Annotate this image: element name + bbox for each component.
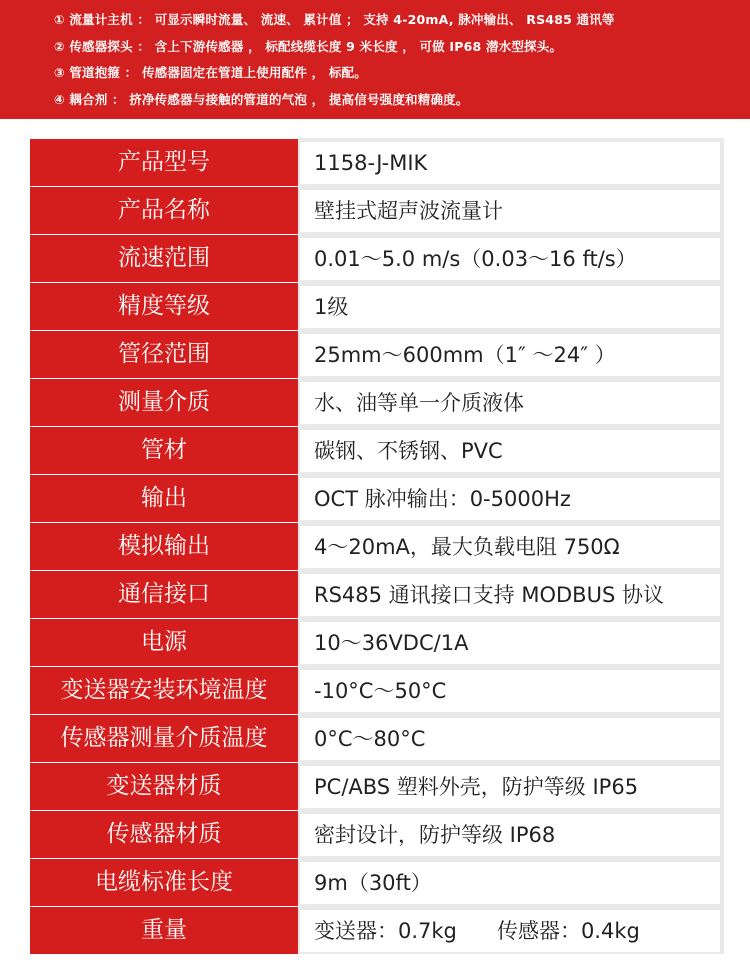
spec-label: 产品型号 [30,138,298,186]
spec-label: 变送器材质 [30,762,298,810]
spec-row [30,906,724,954]
spec-value: 密封设计，防护等级 IP68 [300,814,720,856]
spec-value: 0.01～5.0 m/s（0.03～16 ft/s） [300,238,720,280]
spec-value: 10～36VDC/1A [300,622,720,664]
banner-line-couplant: ④ 耦合剂 ： 挤净传感器与接触的管道的气泡 ， 提高信号强度和精确度。 [54,92,469,107]
spec-label: 重量 [30,906,298,954]
spec-label: 通信接口 [30,570,298,618]
spec-value: 变送器：0.7kg 传感器：0.4kg [300,910,720,952]
spec-value: 0°C～80°C [300,718,720,760]
spec-row [30,474,724,522]
spec-label: 精度等级 [30,282,298,330]
spec-value: 水、油等单一介质液体 [300,382,720,424]
spec-value: PC/ABS 塑料外壳，防护等级 IP65 [300,766,720,808]
spec-label: 传感器材质 [30,810,298,858]
spec-value: 碳钢、不锈钢、PVC [300,430,720,472]
banner-line-sensor: ② 传感器探头 ： 含上下游传感器 ， 标配线缆长度 9 米长度 ， 可做 IP68 潜水型探头。 [54,39,563,54]
spec-label: 电缆标准长度 [30,858,298,906]
spec-value: 25mm～600mm（1″ ～24″ ） [300,334,720,376]
spec-label: 输出 [30,474,298,522]
spec-value: RS485 通讯接口支持 MODBUS 协议 [300,574,720,616]
spec-label: 管径范围 [30,330,298,378]
spec-label: 电源 [30,618,298,666]
spec-row [30,570,724,618]
spec-value: OCT 脉冲输出：0-5000Hz [300,478,720,520]
spec-table [30,138,724,954]
spec-row [30,138,724,186]
spec-value: 9m（30ft） [300,862,720,904]
spec-row [30,522,724,570]
feature-banner [0,0,750,119]
spec-label: 流速范围 [30,234,298,282]
banner-line-host: ① 流量计主机 ： 可显示瞬时流量、 流速、 累计值 ； 支持 4-20mA, 脉冲输出、 RS485 通讯等 [54,12,615,27]
spec-row [30,234,724,282]
spec-label: 产品名称 [30,186,298,234]
spec-label: 传感器测量介质温度 [30,714,298,762]
spec-row [30,666,724,714]
spec-label: 测量介质 [30,378,298,426]
spec-row [30,426,724,474]
spec-row [30,378,724,426]
spec-row [30,618,724,666]
spec-row [30,186,724,234]
spec-value: 1级 [300,286,720,328]
spec-row [30,282,724,330]
spec-label: 管材 [30,426,298,474]
banner-line-clamp: ③ 管道抱箍 ： 传感器固定在管道上使用配件 ， 标配。 [54,65,367,80]
spec-value: 壁挂式超声波流量计 [300,190,720,232]
spec-value: 4～20mA，最大负载电阻 750Ω [300,526,720,568]
spec-label: 模拟输出 [30,522,298,570]
spec-value: -10°C～50°C [300,670,720,712]
spec-value: 1158-J-MIK [300,142,720,184]
spec-row [30,714,724,762]
spec-row [30,810,724,858]
spec-label: 变送器安装环境温度 [30,666,298,714]
spec-row [30,762,724,810]
spec-row [30,330,724,378]
spec-row [30,858,724,906]
